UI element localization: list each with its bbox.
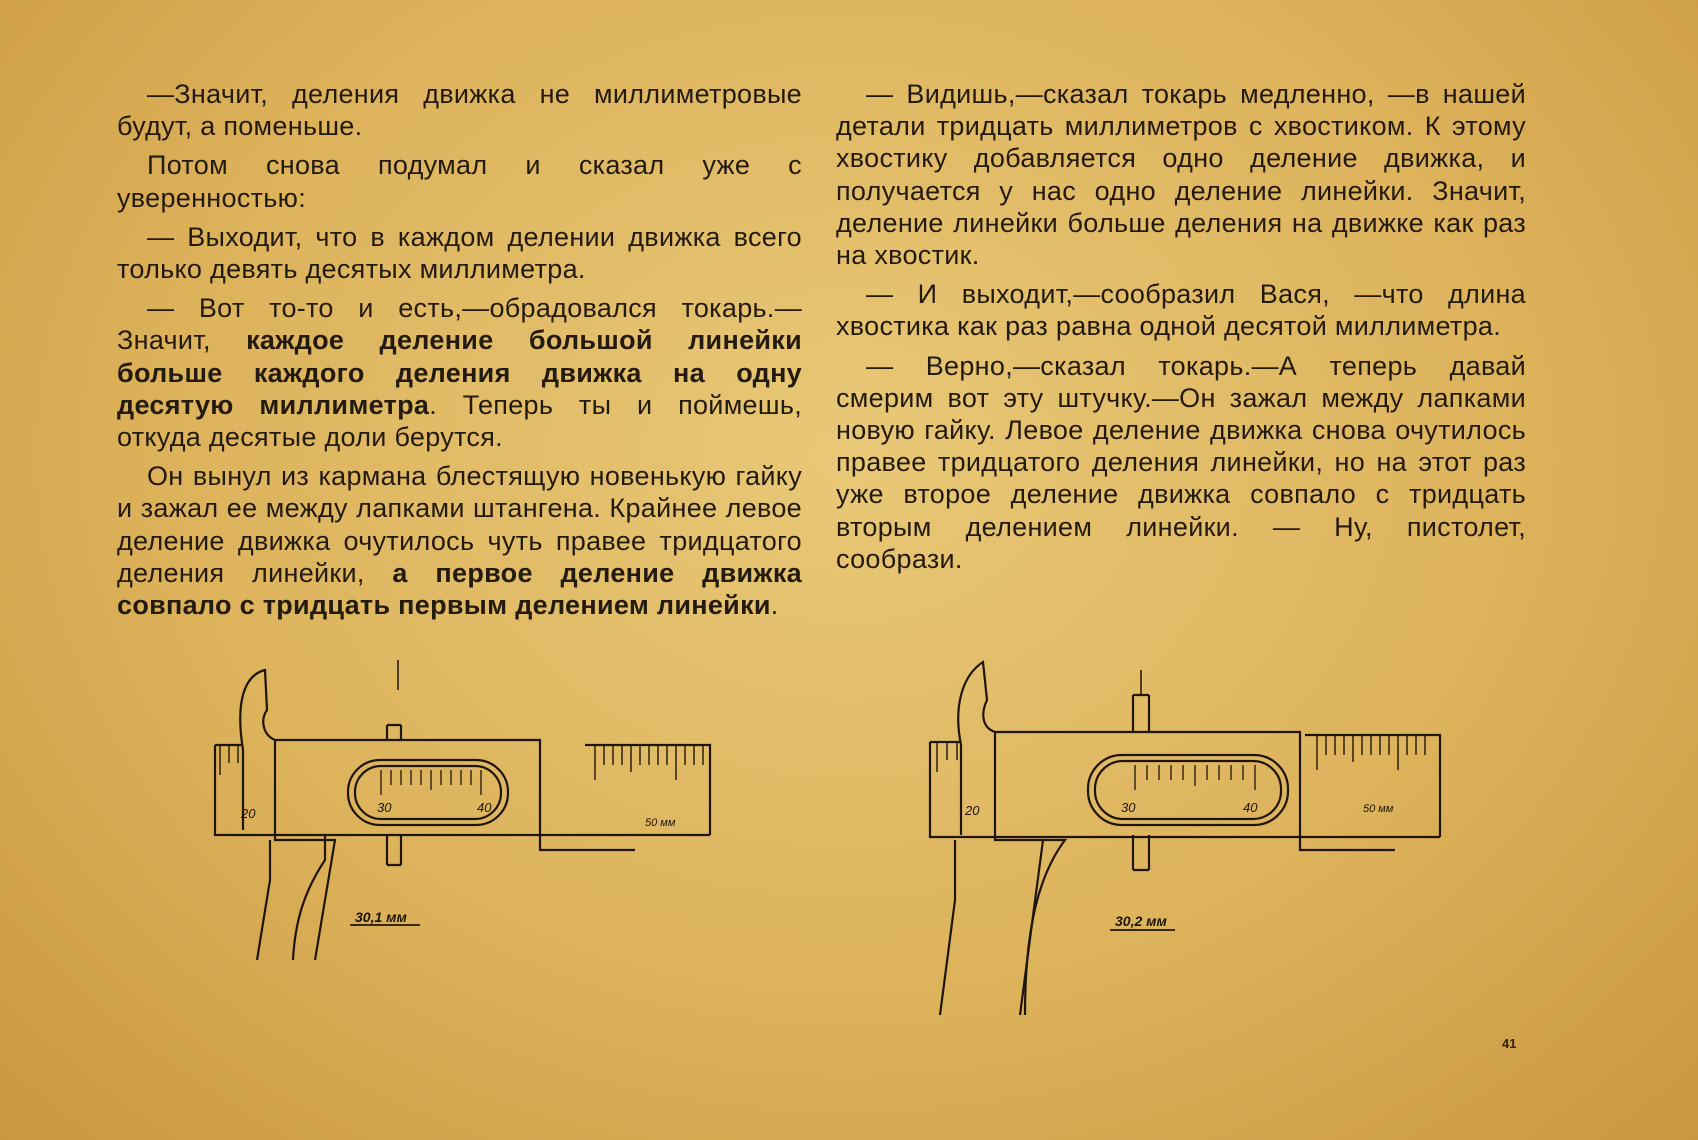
- text-column-right: [836, 78, 1526, 582]
- scale-label: 40: [1243, 800, 1258, 815]
- scale-label: 50 мм: [645, 817, 676, 829]
- paragraph: —Значит, деления движка не миллиметровые будут, а поменьше.: [117, 79, 802, 142]
- caliper-illustration-right: [925, 660, 1445, 1030]
- paragraph: — И выходит,—сообразил Вася, —что длина хвостика как раз равна одной десятой миллиметра.: [836, 279, 1526, 342]
- paragraph: [117, 460, 802, 621]
- scale-label: 20: [965, 803, 980, 818]
- scale-label: 50 мм: [1363, 803, 1394, 815]
- bold-text-run: а первое деление движка совпало с тридцать первым делением линейки: [117, 557, 802, 621]
- paragraph: [117, 292, 802, 453]
- vernier-ticks: [1135, 765, 1255, 790]
- text-run: .: [770, 590, 779, 621]
- paragraph: — Верно,—сказал токарь.—А теперь давай смерим вот эту штучку.—Он зажал между лапками новую гайку. Левое деление движка снова очутилось правее тридцатого деления линейки, но на этот раз уже второе деление движка совпало с тридцать вторым делением линейки. — Ну, пистолет, сообрази.: [836, 350, 1526, 574]
- text-column-left: [117, 78, 802, 628]
- reading-label: 30,1 мм: [355, 909, 407, 925]
- scale-label: 20: [241, 806, 256, 821]
- vernier-ticks: [381, 770, 481, 795]
- text-run: — Вот то-то и есть,—обрадовался токарь.— Значит,: [117, 293, 802, 356]
- ruler-ticks: [937, 735, 1425, 772]
- page-number: 41: [1502, 1036, 1517, 1051]
- reading-label: 30,2 мм: [1115, 913, 1167, 929]
- paragraph: Потом снова подумал и сказал уже с уверенностью:: [117, 150, 802, 213]
- scale-label: 40: [477, 800, 492, 815]
- bold-text-run: каждое деление большой линейки больше каждого деления движка на одну десятую миллиметра: [117, 325, 802, 420]
- text-run: Он вынул из кармана блестящую новенькую гайку и зажал ее между лапками штангена. Крайнее левое деление движка очутилось чуть правее тридцатого деления линейки,: [117, 461, 802, 588]
- paragraph: — Видишь,—сказал токарь медленно, —в нашей детали тридцать миллиметров с хвостиком. К этому хвостику добавляется одно деление движка, и получается у нас одно деление линейки. Значит, деление линейки больше деления на движке как раз на хвостик.: [836, 79, 1526, 271]
- text-run: . Теперь ты и поймешь, откуда десятые доли берутся.: [117, 389, 803, 453]
- caliper-illustration-left: [205, 660, 725, 960]
- scale-label: 30: [377, 800, 392, 815]
- scale-label: 30: [1121, 800, 1136, 815]
- paragraph: — Выходит, что в каждом делении движка всего только девять десятых миллиметра.: [117, 221, 802, 285]
